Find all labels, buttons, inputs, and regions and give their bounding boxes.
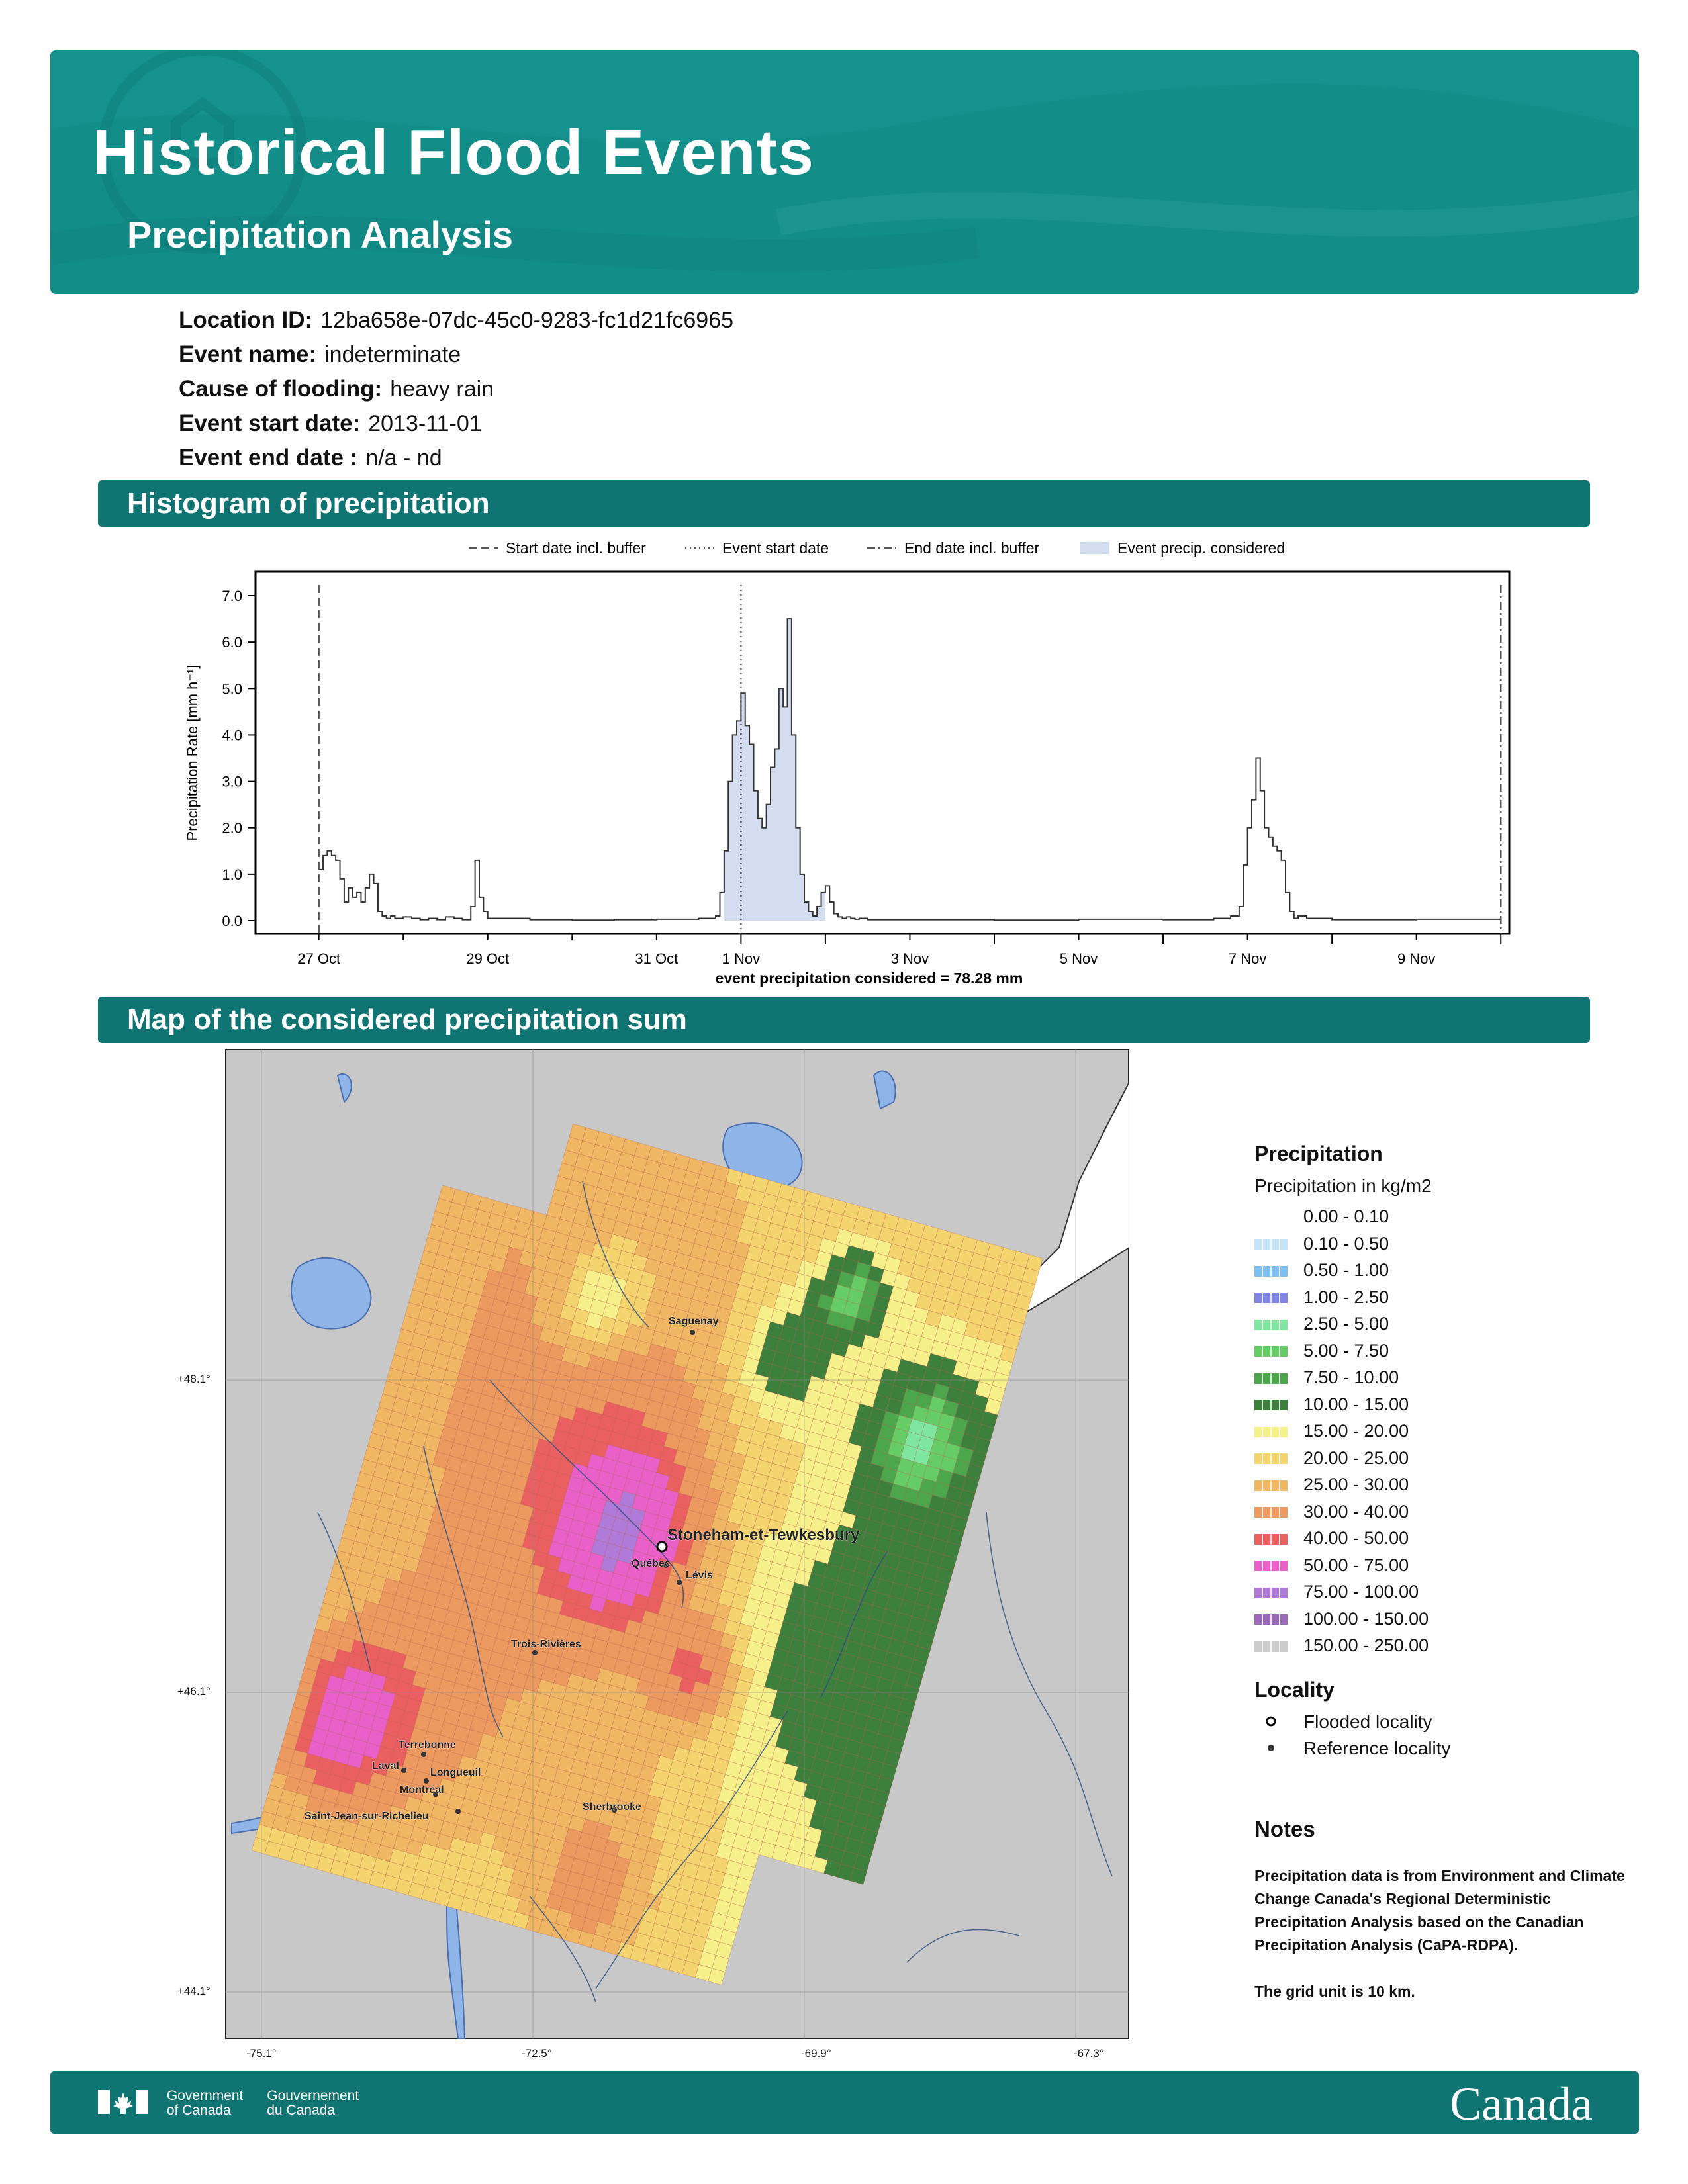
precipitation-map-svg — [225, 1049, 1129, 2039]
header-banner — [50, 50, 1639, 294]
x-tick-label: 1 Nov — [722, 950, 761, 967]
start-date-label: Event start date: — [179, 410, 361, 436]
reference-marker-icon — [401, 1768, 406, 1773]
legend-class-label: 15.00 - 20.00 — [1303, 1421, 1409, 1441]
legend-swatch — [1254, 1614, 1288, 1625]
lon-label-72: -72.5° — [522, 2047, 552, 2060]
legend-class-label: 40.00 - 50.00 — [1303, 1528, 1409, 1548]
x-tick-label: 9 Nov — [1397, 950, 1436, 967]
event-metadata — [179, 303, 733, 475]
legend-entry-label: Event precip. considered — [1117, 539, 1286, 557]
place-label: Montréal — [400, 1784, 444, 1796]
legend-reference — [1254, 1735, 1625, 1762]
x-tick-label: 27 Oct — [297, 950, 341, 967]
y-tick-label: 7.0 — [222, 588, 242, 604]
legend-flooded-label: Flooded locality — [1303, 1711, 1432, 1732]
place-label: Trois-Rivières — [511, 1639, 581, 1650]
event-name-label: Event name: — [179, 341, 317, 367]
x-tick-label: 31 Oct — [635, 950, 679, 967]
reference-marker-icon — [455, 1809, 461, 1814]
legend-class-item — [1254, 1632, 1625, 1659]
legend-entry-label: Start date incl. buffer — [506, 539, 646, 557]
legend-swatch — [1254, 1534, 1288, 1545]
x-tick-label: 5 Nov — [1059, 950, 1098, 967]
legend-swatch — [1254, 1588, 1288, 1598]
reference-marker-icon — [1264, 1741, 1278, 1754]
place-label: Saint-Jean-sur-Richelieu — [305, 1811, 429, 1822]
plot-frame — [256, 572, 1509, 934]
place-label: Terrebonne — [399, 1739, 456, 1751]
lon-label-67: -67.3° — [1074, 2047, 1104, 2060]
legend-class-label: 0.10 - 0.50 — [1303, 1233, 1389, 1253]
end-date-value: n/a - nd — [365, 445, 442, 471]
page-title: Historical Flood Events — [93, 117, 814, 188]
cause-label: Cause of flooding: — [179, 376, 383, 402]
x-tick-label: 29 Oct — [466, 950, 510, 967]
y-tick-label: 3.0 — [222, 773, 242, 790]
notes-grid-unit: The grid unit is 10 km. — [1254, 1983, 1415, 2000]
end-date-label: Event end date : — [179, 445, 358, 471]
flooded-marker-icon — [1264, 1715, 1278, 1728]
legend-class-label: 150.00 - 250.00 — [1303, 1635, 1429, 1655]
place-label: Stoneham-et-Tewkesbury — [667, 1526, 860, 1544]
legend-swatch — [1254, 1239, 1288, 1250]
legend-class-item — [1254, 1230, 1625, 1257]
gov-fr-line2: du Canada — [267, 2103, 336, 2118]
legend-class-label: 30.00 - 40.00 — [1303, 1501, 1409, 1522]
event-precip-annotation: event precipitation considered = 78.28 mm — [715, 970, 1023, 987]
legend-class-item — [1254, 1338, 1625, 1365]
place-label: Québec — [632, 1558, 671, 1569]
place-label: Saguenay — [669, 1316, 719, 1327]
event-name-value: indeterminate — [324, 342, 461, 367]
gov-fr-line1: Gouvernement — [267, 2088, 359, 2103]
x-tick-label: 7 Nov — [1228, 950, 1267, 967]
place-label: Sherbrooke — [583, 1801, 641, 1813]
map-section-header: Map of the considered precipitation sum — [98, 997, 1590, 1043]
legend-classes — [1254, 1203, 1625, 1659]
legend-class-item — [1254, 1445, 1625, 1472]
legend-patch-icon — [1080, 542, 1109, 554]
legend-swatch — [1254, 1293, 1288, 1303]
legend-class-label: 0.00 - 0.10 — [1303, 1206, 1389, 1226]
lat-label-48: +48.1° — [177, 1373, 211, 1385]
canada-flag-icon — [98, 2089, 148, 2115]
y-axis-label: Precipitation Rate [mm h⁻¹] — [184, 664, 201, 841]
notes-panel — [1254, 1817, 1625, 2003]
legend-class-label: 1.00 - 2.50 — [1303, 1287, 1389, 1307]
y-tick-label: 2.0 — [222, 819, 242, 837]
legend-class-label: 20.00 - 25.00 — [1303, 1447, 1409, 1468]
y-tick-label: 1.0 — [222, 866, 242, 883]
legend-class-item — [1254, 1257, 1625, 1284]
place-label: Longueuil — [430, 1767, 481, 1778]
legend-class-label: 25.00 - 30.00 — [1303, 1475, 1409, 1494]
reference-marker-icon — [421, 1752, 426, 1757]
reference-marker-icon — [677, 1580, 682, 1585]
legend-swatch — [1254, 1480, 1288, 1491]
legend-class-item — [1254, 1391, 1625, 1418]
flooded-marker-icon — [657, 1542, 667, 1551]
gov-signature — [98, 2089, 359, 2118]
location-id-row — [179, 303, 733, 338]
legend-class-label: 2.50 - 5.00 — [1303, 1314, 1389, 1334]
legend-locality-title: Locality — [1254, 1677, 1335, 1702]
y-tick-label: 0.0 — [222, 913, 242, 929]
legend-class-item — [1254, 1418, 1625, 1445]
lat-label-44: +44.1° — [177, 1985, 211, 1997]
canada-wordmark: Canada — [1450, 2077, 1593, 2130]
legend-class-label: 5.00 - 7.50 — [1303, 1340, 1389, 1361]
y-tick-label: 6.0 — [222, 634, 242, 651]
lon-label-69: -69.9° — [801, 2047, 831, 2060]
legend-swatch — [1254, 1400, 1288, 1410]
notes-text: Precipitation data is from Environment and Climate Change Canada's Regional Deterministic Precipitation Analysis based on the Canadian Precipitation Analysis (CaPA-RDPA). — [1254, 1867, 1625, 1954]
cause-value: heavy rain — [390, 377, 494, 402]
legend-class-item — [1254, 1203, 1625, 1230]
gov-en-line1: Government — [166, 2088, 244, 2103]
legend-swatch — [1254, 1453, 1288, 1464]
y-tick-label: 5.0 — [222, 680, 242, 698]
legend-swatch — [1254, 1561, 1288, 1571]
map-legend — [1254, 1142, 1625, 1762]
gov-en-line2: of Canada — [166, 2103, 231, 2118]
notes-title: Notes — [1254, 1817, 1315, 1841]
legend-class-item — [1254, 1552, 1625, 1579]
legend-class-label: 10.00 - 15.00 — [1303, 1394, 1409, 1414]
legend-entry-label: End date incl. buffer — [904, 539, 1040, 557]
legend-entry-label: Event start date — [722, 539, 829, 557]
legend-swatch — [1254, 1320, 1288, 1330]
end-date-row — [179, 441, 733, 475]
legend-swatch — [1254, 1507, 1288, 1518]
legend-class-item — [1254, 1498, 1625, 1525]
page-subtitle: Precipitation Analysis — [127, 214, 513, 255]
legend-class-item — [1254, 1364, 1625, 1391]
legend-swatch — [1254, 1346, 1288, 1357]
reference-marker-icon — [424, 1778, 429, 1784]
event-name-row — [179, 338, 733, 372]
legend-swatch — [1254, 1427, 1288, 1437]
legend-class-item — [1254, 1471, 1625, 1498]
reference-marker-icon — [690, 1330, 695, 1335]
legend-class-label: 0.50 - 1.00 — [1303, 1260, 1389, 1280]
legend-class-item — [1254, 1606, 1625, 1633]
legend-class-item — [1254, 1310, 1625, 1338]
lat-label-46: +46.1° — [177, 1685, 211, 1698]
y-tick-label: 4.0 — [222, 727, 242, 744]
precipitation-map — [177, 1049, 1129, 2060]
place-label: Laval — [372, 1760, 399, 1772]
legend-class-item — [1254, 1284, 1625, 1311]
legend-precip-title: Precipitation — [1254, 1142, 1383, 1165]
reference-marker-icon — [532, 1650, 538, 1655]
cause-row — [179, 372, 733, 406]
histogram-section-header: Histogram of precipitation — [98, 480, 1590, 527]
legend-class-label: 7.50 - 10.00 — [1303, 1367, 1399, 1387]
legend-class-label: 75.00 - 100.00 — [1303, 1582, 1419, 1602]
legend-swatch — [1254, 1266, 1288, 1277]
legend-precip-unit: Precipitation in kg/m2 — [1254, 1175, 1432, 1196]
place-label: Lévis — [686, 1570, 713, 1581]
legend-class-item — [1254, 1578, 1625, 1606]
x-tick-label: 3 Nov — [890, 950, 929, 967]
legend-class-label: 50.00 - 75.00 — [1303, 1555, 1409, 1575]
precipitation-histogram — [172, 533, 1523, 997]
legend-swatch — [1254, 1641, 1288, 1652]
start-date-row — [179, 406, 733, 441]
location-id-value: 12ba658e-07dc-45c0-9283-fc1d21fc6965 — [320, 308, 734, 333]
legend-class-item — [1254, 1525, 1625, 1552]
start-date-value: 2013-11-01 — [368, 411, 482, 436]
lon-label-75: -75.1° — [246, 2047, 277, 2060]
location-id-label: Location ID: — [179, 307, 313, 333]
footer — [50, 2071, 1639, 2134]
legend-class-label: 100.00 - 150.00 — [1303, 1608, 1429, 1629]
legend-flooded — [1254, 1709, 1625, 1735]
legend-swatch — [1254, 1212, 1288, 1223]
legend-swatch — [1254, 1373, 1288, 1384]
legend-reference-label: Reference locality — [1303, 1737, 1451, 1758]
